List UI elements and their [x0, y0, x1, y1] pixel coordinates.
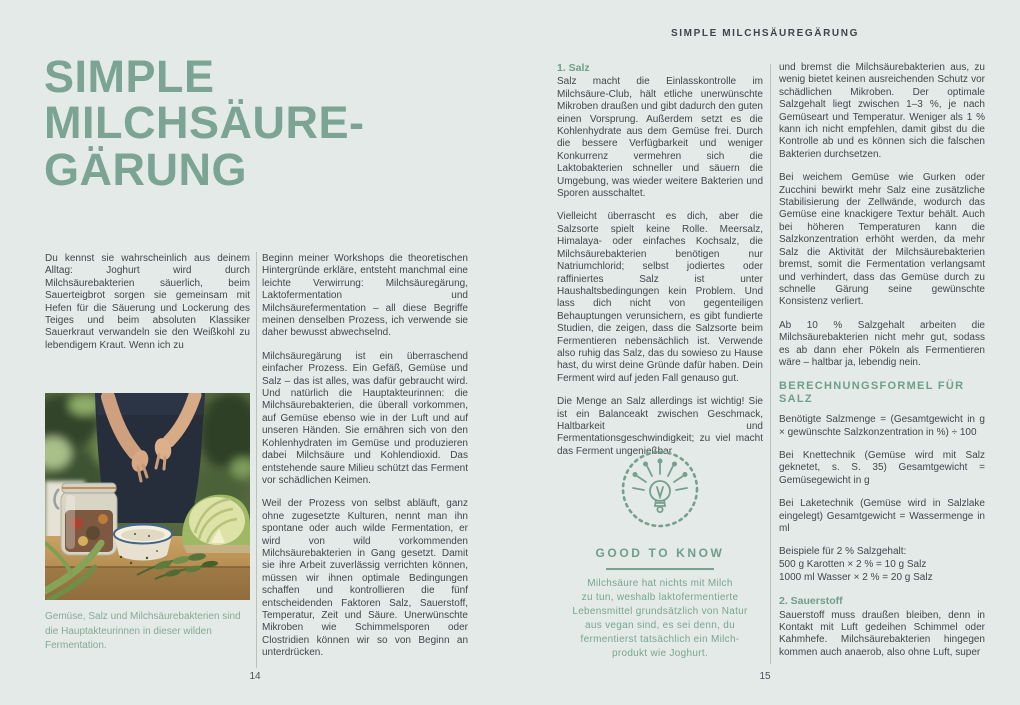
right-column-1 [557, 62, 763, 458]
page-number-right: 15 [759, 671, 771, 682]
right-column-2 [779, 62, 985, 659]
body-paragraph: Bei weichem Gemüse wie Gurken oder Zucchini bewirkt mehr Salz eine zusätzliche Stabilisierung der Zellwände, wodurch das Gemüse eine knackigere Textur behält. Auch bei höheren Temperaturen kann die Salzkonzentration erhöht werden, da mehr Salz die Aktivität der Milchsäurebakterien bremst, somit die Fermentation verlangsamt und verhindert, dass das Gemüse durch zu schnelle Gärung seine gewünschte Konsistenz verliert. [779, 172, 985, 308]
good-to-know-box [557, 446, 763, 661]
running-header: SIMPLE MILCHSÄUREGÄRUNG [671, 28, 859, 39]
body-paragraph: Sauerstoff muss draußen bleiben, denn in Kontakt mit Luft gedeihen Schimmel oder Kahmhefe. Milchsäurebakterien hingegen kommen auch anaerob, also ohne Luft, super [779, 609, 985, 658]
chapter-title-line: MILCHSÄURE- [44, 97, 365, 149]
salt-examples [779, 546, 985, 584]
section-heading-formula: BERECHNUNGSFORMEL FÜR SALZ [779, 380, 965, 405]
left-column-2 [262, 253, 468, 660]
good-to-know-text: Milchsäure hat nichts mit Milch zu tun, weshalb laktofermentierte Lebensmittel grundsätzlich von Natur aus vegan sind, es sei denn, du fermentierst tatsächlich ein Milch- produkt wie Joghurt. [572, 578, 748, 659]
body-paragraph: Milchsäuregärung ist ein überraschend einfacher Prozess. Ein Gefäß, Gemüse und Salz – das ist alles, was dafür gebraucht wird. Und natürlich die Hauptakteurinnen: die Milchsäurebakterien, die überall vorkommen, auf Gemüse ebenso wie in der Luft und auf unseren Händen. Sie ernähren sich von den Kohlenhydraten im Gemüse und produzieren dabei Milchsäure und Kohlendioxid. Das entstehende saure Milieu schützt das Ferment vor schädlichen Keimen. [262, 350, 468, 486]
page-number-left: 14 [249, 671, 261, 682]
body-paragraph: Bei Knettechnik (Gemüse wird mit Salz geknetet, s. S. 35) Gesamtgewicht = Gemüsegewicht in g [779, 449, 985, 486]
body-paragraph: Vielleicht überrascht es dich, aber die Salzsorte spielt keine Rolle. Meersalz, Himalaya- oder einfaches Kochsalz, die Milchsäurebakterien benötigen nur Natriumchlorid; selbst jodiertes oder raffiniertes Salz ist unter Haushaltsbedingungen kein Problem. Und lass dich nicht von gegenteiligen Behauptungen verunsichern, es gibt fundierte Studien, die zeigen, dass die Salzsorte beim Fermentieren nebensächlich ist. Verwende also ruhig das Salz, das du sowieso zu Hause hast, du wirst deine Gründe dafür haben. Dein Ferment wird auf jeden Fall genauso gut. [557, 211, 763, 384]
chapter-title-line: GÄRUNG [44, 143, 247, 195]
example-line: Beispiele für 2 % Salzgehalt: [779, 546, 907, 558]
column-divider [256, 252, 257, 668]
body-paragraph: Ab 10 % Salzgehalt arbeiten die Milchsäurebakterien nicht mehr gut, sodass es ab dann eher Pökeln als Fermentieren wäre – haltbar ja, lebendig nein. [779, 319, 985, 368]
body-paragraph: Benötigte Salzmenge = (Gesamtgewicht in g × gewünschte Salzkonzentration in %) ÷ 100 [779, 414, 985, 438]
photo-caption: Gemüse, Salz und Milchsäurebakterien sind die Hauptakteurinnen in dieser wilden Fermentation. [45, 611, 241, 651]
example-line: 500 g Karotten × 2 % = 10 g Salz [779, 559, 927, 570]
fermentation-photo [45, 393, 250, 600]
body-paragraph: Beginn meiner Workshops die theoretischen Hintergründe erkläre, entsteht manchmal eine leichte Verwirrung: Milchsäuregärung, Laktofermentation und Milchsäurefermentation – all diese Begriffe meinen denselben Prozess, ich verwende sie daher bewusst abwechselnd. [262, 253, 468, 339]
column-divider [770, 64, 771, 664]
section-heading-salz: 1. Salz [557, 62, 590, 74]
section-heading-sauerstoff: 2. Sauerstoff [779, 595, 843, 608]
good-to-know-label: GOOD TO KNOW [595, 546, 725, 560]
left-column-1 [45, 253, 250, 352]
chapter-title-line: SIMPLE [44, 51, 215, 102]
body-paragraph: Salz macht die Einlasskontrolle im Milchsäure-Club, hält etliche unerwünschte Mikroben draußen und gibt dadurch den guten einen Vorsprung. Außerdem setzt es die Kohlenhydrate aus dem Gemüse frei. Durch die bessere Verfügbarkeit und weniger Konkurrenz vermehren sich die Laktobakterien schneller und säuern die Umgebung, was wieder weitere Bakterien und Sporen ausschaltet. [557, 76, 763, 200]
body-paragraph: Die Menge an Salz allerdings ist wichtig! Sie ist ein Balanceakt zwischen Geschmack, Haltbarkeit und Fermentationsgeschwindigkeit; zu viel macht das Ferment ungenießbar [557, 396, 763, 457]
lightbulb-stamp-icon [617, 446, 703, 532]
body-paragraph: Bei Laketechnik (Gemüse wird in Salzlake eingelegt) Gesamtgewicht = Wassermenge in ml [779, 498, 985, 534]
chapter-title [44, 51, 484, 195]
good-to-know-rule [606, 568, 714, 570]
body-paragraph: Weil der Prozess von selbst abläuft, ganz ohne zugesetzte Kulturen, nennt man ihn spontane oder auch wilde Fermentation, er wird von wild vorkommenden Milchsäurebakterien in Gang gesetzt. Damit sie ihre Arbeit zuverlässig verrichten können, müssen wir ihnen optimale Bedingungen schaffen und kontrollieren die fünf entscheidenden Faktoren Salz, Sauerstoff, Temperatur, Zeit und Säure. Unerwünschte Mikroben wie Schimmelsporen oder Clostridien können wir so von Beginn an unterdrücken. [262, 498, 468, 659]
example-line: 1000 ml Wasser × 2 % = 20 g Salz [779, 571, 933, 583]
body-paragraph: und bremst die Milchsäurebakterien aus, zu wenig bietet keinen ausreichenden Schutz vor schädlichen Mikroben. Der optimale Salzgehalt liegt zwischen 1–3 %, je nach Gemüseart und Temperatur. Weniger als 1 % kann ich nicht empfehlen, damit gibst du die Kontrolle ab und es können sich die falschen Bakterien durchsetzen. [779, 62, 985, 160]
body-paragraph: Du kennst sie wahrscheinlich aus deinem Alltag: Joghurt wird durch Milchsäurebakterien säuerlich, beim Sauerteigbrot sorgen sie gemeinsam mit Hefen für die Säuerung und Lockerung des Teiges und beim absoluten Klassiker Sauerkraut verwandeln sie den Weißkohl zu lebendigem Kraut. Wenn ich zu [45, 253, 250, 351]
